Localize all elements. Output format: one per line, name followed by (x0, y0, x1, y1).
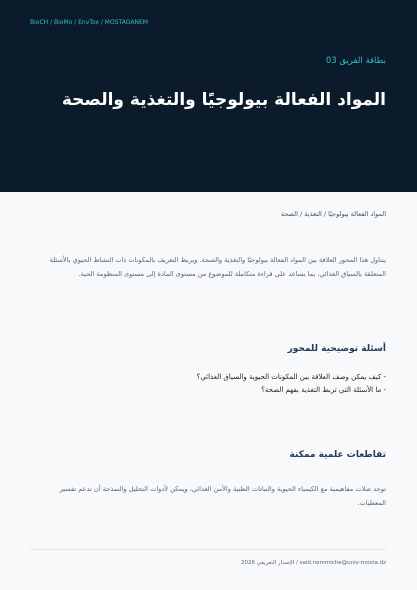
list-item: - كيف يمكن وصف العلاقة بين المكونات الحيوية والسياق الغذائي؟ (196, 373, 386, 381)
hero-header (0, 0, 417, 192)
team-card-label: بطاقة الفريق 03 (325, 56, 386, 66)
questions-list (197, 371, 386, 397)
crossovers-paragraph: توجد صلات مفاهيمية مع الكيمياء الحيوية والنباتات الطبية والأمن الغذائي، ويمكن لأدوات التحليل والنمذجة أن تدعم تفسير المعطيات. (59, 484, 386, 507)
crossovers-section-title: تقاطعات علمية ممكنة (289, 450, 386, 460)
footer-contact: said.nemmiche@univ-mosta.dz / الإصدار التعريفي 2026 (240, 560, 386, 566)
list-item: - ما الأسئلة التي تربط التغذية بفهم الصحة؟ (261, 386, 386, 394)
lab-brand-line: BioCH / BioMo / EnvTox / MOSTAGANEM (30, 19, 148, 26)
breadcrumb: المواد الفعالة بيولوجيًا / التغذية / الصحة (280, 210, 386, 218)
questions-section-title: أسئلة توضيحية للمحور (287, 344, 386, 354)
page-title: المواد الفعالة بيولوجيًا والتغذية والصحة (61, 90, 386, 110)
footer-divider (30, 549, 386, 550)
intro-paragraph: يتناول هذا المحور العلاقة بين المواد الفعالة بيولوجيًا والتغذية والصحة. ويربط التعريف بالمكونات ذات النشاط الحيوي بالأسئلة المتعلقة بالسياق الغذائي، بما يساعد على قراءة متكاملة للموضوع من مستوى المادة إلى مستوى المنظومة الحية. (49, 255, 386, 278)
